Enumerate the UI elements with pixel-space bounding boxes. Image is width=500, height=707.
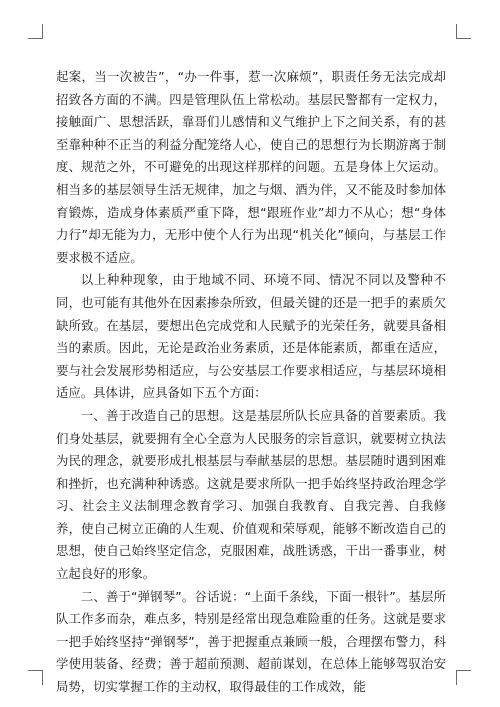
crop-mark-bottom-left	[28, 670, 43, 685]
paragraph: 二、善于“弹钢琴”。谷话说：“上面千条线，下面一根针”。基层所队工作多而杂，难点多，特别是经常出现急难险重的任务。这就是要求一把手始终坚持“弹钢琴”，善于把握重点兼顾一般，合理摆布警力，科学使用装备、经费；善于超前预测、超前谋划，在总体上能够驾驭治安局势，切实掌握工作的主动权，取得最佳的工作成效，能	[56, 588, 446, 695]
crop-mark-bottom-right	[456, 670, 471, 685]
paragraph: 起案，当一次被告”，“办一件事，惹一次麻烦”，职责任务无法完成却招致各方面的不满。四是管理队伍上常松动。基层民警都有一定权力，接触面广、思想活跃，靠哥们儿感情和义气维护上下之间关系，有的甚至靠种种不正当的利益分配笼络人心，使自己的思想行为长期游离于制度、规范之外，不可避免的出现这样那样的问题。五是身体上欠运动。相当多的基层领导生活无规律，加之与烟、酒为伴，又不能及时参加体育锻炼，造成身体素质严重下降，想“跟班作业”却力不从心；想“身体力行”却无能为力，无形中使个人行为出现“机关化”倾向，与基层工作要求极不适应。	[56, 69, 446, 265]
paragraph: 以上种种现象，由于地域不同、环境不同、情况不同以及警种不同，也可能有其他外在因素掺杂所致，但最关键的还是一把手的素质欠缺所致。在基层，要想出色完成党和人民赋予的光荣任务，就要具备相当的素质。因此，无论是政治业务素质，还是体能素质，都重在适应，要与社会发展形势相适应，与公安基层工作要求相适应，与基层环境相适应。具体讲，应具备如下五个方面：	[56, 272, 446, 401]
crop-mark-top-left	[28, 24, 43, 39]
crop-mark-top-right	[456, 24, 471, 39]
paragraph: 一、善于改造自己的思想。这是基层所队长应具备的首要素质。我们身处基层，就要拥有全心全意为人民服务的宗旨意识，就要树立执法为民的理念，就要形成扎根基层与奉献基层的思想。基层随时遇到困难和挫折，也充满种种诱惑。这就是要求所队一把手始终坚持政治理念学习、社会主义法制理念教育学习、加强自我教育、自我完善、自我修养，使自己树立正确的人生观、价值观和荣辱观，能够不断改造自己的思想，使自己始终坚定信念，克服困难，战胜诱惑，干出一番事业，树立起良好的形象。	[56, 407, 446, 582]
body-text	[56, 66, 446, 699]
